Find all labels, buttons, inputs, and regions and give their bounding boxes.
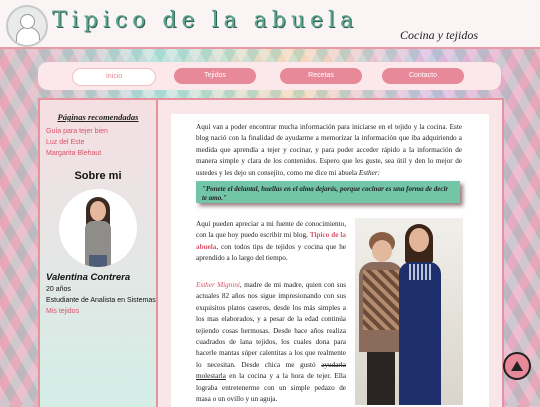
author-age: 20 años: [46, 286, 71, 293]
about-heading: Sobre mi: [74, 170, 122, 182]
scroll-top-button[interactable]: [503, 352, 531, 380]
tab-recetas[interactable]: Recetas: [280, 68, 362, 84]
grandma-and-author-photo: [355, 218, 463, 405]
intro-text: Aquí van a poder encontrar mucha información para iniciarse en el tejido y la cocina. Este blog nació con la finalidad de ayudarme a memorizar la información que iba adquiriendo a medida que aprendía a tejer y cocinar, y para poder acceder rápido a la información de manera simple y clara de los contenidos. Espero que les guste, sea útil y den lo mejor de ustedes y les dejo un consejito, como me dice mi abuela: [196, 123, 462, 177]
avatar: [59, 189, 137, 267]
sidebar: [38, 98, 158, 407]
paragraph-esther: [196, 280, 346, 405]
header-divider: [0, 47, 540, 49]
site-subtitle: Cocina y tejidos: [400, 28, 478, 42]
main-nav: [38, 62, 501, 90]
author-name: Valentina Contrera: [46, 272, 131, 283]
paragraph-source: [196, 219, 346, 265]
sidebar-link-margarita[interactable]: Margarita Blehaut: [46, 150, 102, 157]
intro-grandma-name: Esther:: [358, 168, 381, 177]
blog-name-link[interactable]: Tipico de la abuela: [196, 231, 346, 251]
tab-contacto[interactable]: Contacto: [382, 68, 464, 84]
site-header: [0, 0, 540, 48]
tab-inicio[interactable]: Inicio: [72, 68, 156, 86]
p3-text-a: , madre de mi madre, quien con sus actuales 82 años nos sigue impresionando con sus exquisitos platos caseros, desde los más simples a los mas elaborados, y a pesar de la edad continúa tejiendo cosas hermosas. Desde hace años realiza cuadrados de lana tejidos, los cuales dona para hacerle mantas súper calentitas a los que realmente lo necesitan. Desde chica me gustó: [196, 281, 346, 369]
p3-text-b: en la cocina y a la hora de tejer. Ella lograba entretenerme con un simple pedazo de masa o un ovillo y un aguja.: [196, 372, 347, 404]
author-occupation: Estudiante de Analista en Sistemas: [46, 297, 156, 304]
my-weaves-link[interactable]: Mis tejidos: [46, 308, 80, 315]
tab-tejidos[interactable]: Tejidos: [174, 68, 256, 84]
p2-text-after: , con todos tips de tejidos y cocina que he aprendido a lo largo del tiempo.: [196, 242, 346, 263]
grandma-avatar-icon[interactable]: [6, 5, 48, 47]
sidebar-link-guia[interactable]: Guía para tejer bien: [46, 128, 108, 135]
intro-paragraph: [196, 122, 462, 179]
arrow-up-icon: [510, 359, 524, 373]
underlined-word: molestarla: [196, 372, 226, 381]
recommended-pages-heading: Páginas recomendadas: [57, 112, 139, 122]
struck-word: ayudarla: [321, 360, 346, 369]
grandma-quote: "Ponete el delantal, huellas en el alma dejarás, porque cocinar es una forma de decir te amo.": [196, 181, 460, 203]
site-title[interactable]: Tipico de la abuela: [52, 8, 359, 33]
esther-name-link[interactable]: Esther Mignini: [196, 281, 240, 289]
sidebar-link-luz-del-este[interactable]: Luz del Este: [46, 139, 85, 146]
p2-text-before: Aquí pueden apreciar a mi fuente de conocimiento, con la que hoy puedo escribir mi blog,: [196, 220, 346, 240]
